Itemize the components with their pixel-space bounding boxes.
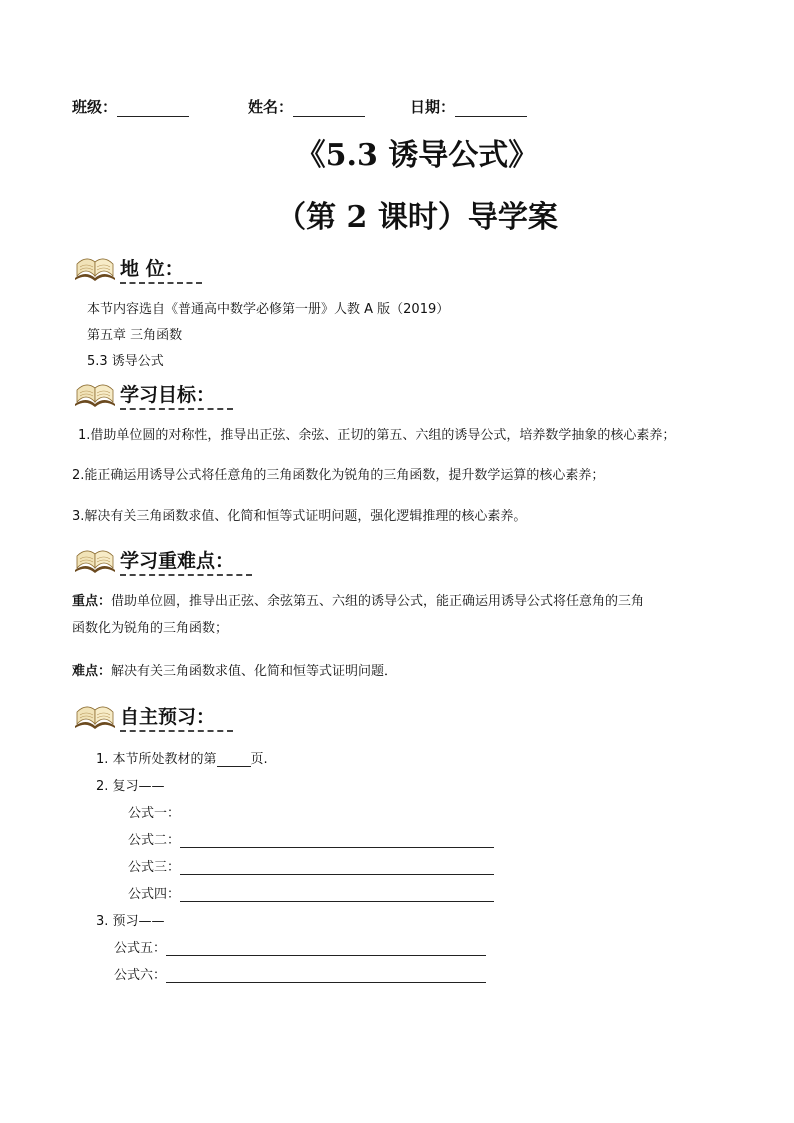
date-label: 日期： xyxy=(410,98,456,116)
book-icon xyxy=(72,704,118,730)
preview-item-3: 3. 预习—— xyxy=(96,914,165,929)
section-keypoints-heading xyxy=(72,546,292,578)
document-subtitle: （第 2 课时）导学案 xyxy=(276,200,558,235)
preview-item-1-prefix: 1. 本节所处教材的第 xyxy=(96,752,217,767)
objective-item-2: 2.能正确运用诱导公式将任意角的三角函数化为锐角的三角函数，提升数学运算的核心素养； xyxy=(72,468,605,483)
class-field[interactable] xyxy=(72,96,189,117)
formula-4-blank[interactable] xyxy=(180,887,494,902)
name-field[interactable] xyxy=(248,96,365,117)
key-point-line-2: 函数化为锐角的三角函数； xyxy=(72,621,229,636)
preview-item-1 xyxy=(96,748,268,767)
section-heading-text: 学习重难点： xyxy=(120,548,252,576)
formula-4-row xyxy=(128,883,494,902)
formula-6-row xyxy=(114,964,486,983)
formula-3-row xyxy=(128,856,494,875)
difficulty-text: 解决有关三角函数求值、化简和恒等式证明问题． xyxy=(111,664,398,679)
section-heading-text: 地 位： xyxy=(120,256,202,284)
formula-5-row xyxy=(114,937,486,956)
formula-3-label: 公式三： xyxy=(128,860,181,875)
objective-item-1: 1.借助单位圆的对称性，推导出正弦、余弦、正切的第五、六组的诱导公式，培养数学抽象的核心素养； xyxy=(78,428,676,443)
key-point-text: 借助单位圆，推导出正弦、余弦第五、六组的诱导公式，能正确运用诱导公式将任意角的三角 xyxy=(111,594,645,609)
name-label: 姓名： xyxy=(248,98,294,116)
date-field[interactable] xyxy=(410,96,527,117)
position-line-1: 本节内容选自《普通高中数学必修第一册》人教 A 版（2019） xyxy=(87,302,450,317)
section-heading-text: 自主预习： xyxy=(120,704,233,732)
book-icon xyxy=(72,548,118,574)
difficulty-line xyxy=(72,660,397,679)
book-icon xyxy=(72,256,118,282)
formula-5-label: 公式五： xyxy=(114,941,167,956)
formula-6-blank[interactable] xyxy=(166,968,486,983)
section-position-heading xyxy=(72,254,272,286)
preview-item-1-suffix: 页. xyxy=(250,752,268,767)
preview-item-2: 2. 复习—— xyxy=(96,779,165,794)
formula-5-blank[interactable] xyxy=(166,941,486,956)
position-line-2: 第五章 三角函数 xyxy=(87,328,183,343)
section-heading-text: 学习目标： xyxy=(120,382,233,410)
objective-item-3: 3.解决有关三角函数求值、化简和恒等式证明问题，强化逻辑推理的核心素养。 xyxy=(72,509,527,524)
name-blank[interactable] xyxy=(293,101,365,117)
page-number-blank[interactable] xyxy=(217,752,251,767)
formula-6-label: 公式六： xyxy=(114,968,167,983)
class-label: 班级： xyxy=(72,98,118,116)
section-preview-heading xyxy=(72,702,292,734)
date-blank[interactable] xyxy=(455,101,527,117)
position-line-3: 5.3 诱导公式 xyxy=(87,354,164,369)
formula-1-label: 公式一： xyxy=(128,806,181,821)
difficulty-label: 难点： xyxy=(72,664,112,679)
key-point-label: 重点： xyxy=(72,594,112,609)
section-objectives-heading xyxy=(72,380,292,412)
formula-3-blank[interactable] xyxy=(180,860,494,875)
formula-2-label: 公式二： xyxy=(128,833,181,848)
document-title: 《5.3 诱导公式》 xyxy=(295,138,539,173)
key-point-line-1 xyxy=(72,590,644,609)
formula-2-row xyxy=(128,829,494,848)
book-icon xyxy=(72,382,118,408)
class-blank[interactable] xyxy=(117,101,189,117)
formula-4-label: 公式四： xyxy=(128,887,181,902)
formula-2-blank[interactable] xyxy=(180,833,494,848)
